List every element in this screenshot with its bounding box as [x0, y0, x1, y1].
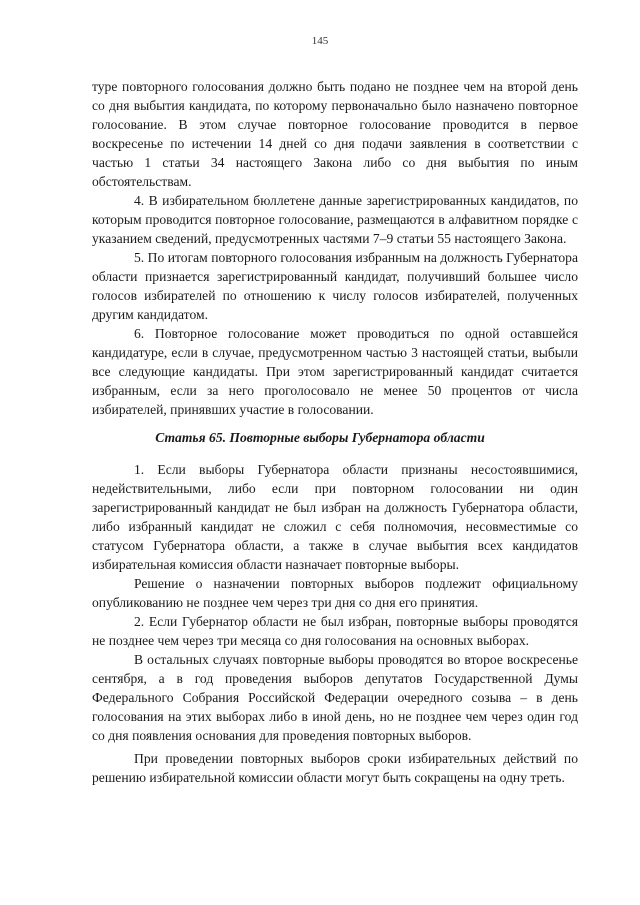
paragraph-item-6: 6. Повторное голосование может проводиться по одной оставшейся кандидатуре, если в случае, предусмотренном частью 3 настоящей статьи, выбыли все следующие кандидаты. При этом зарегистрированный кандидат считается избранным, если за него проголосовало не менее 50 процентов от числа избирателей, принявших участие в голосовании. [92, 326, 578, 417]
article-text [92, 460, 578, 787]
paragraph-item-4: 4. В избирательном бюллетене данные зарегистрированных кандидатов, по которым проводится повторное голосование, размещаются в алфавитном порядке с указанием сведений, предусмотренных частями 7–9 статьи 55 настоящего Закона. [92, 193, 578, 246]
article-paragraph-5: При проведении повторных выборов сроки избирательных действий по решению избирательной комиссии области могут быть сокращены на одну треть. [92, 751, 578, 785]
paragraph-item-5: 5. По итогам повторного голосования избранным на должность Губернатора области признается зарегистрированный кандидат, получивший большее число голосов избирателей по отношению к числу голосов избирателей, полученных другим кандидатом. [92, 250, 578, 322]
article-paragraph-2: Решение о назначении повторных выборов подлежит официальному опубликованию не позднее чем через три дня со дня его принятия. [92, 576, 578, 610]
section-top-text [92, 77, 578, 419]
article-paragraph-4: В остальных случаях повторные выборы проводятся во второе воскресенье сентября, а в год проведения выборов депутатов Государственной Думы Федерального Собрания Российской Федерации очередного созыва – в день голосования на этих выборах либо в иной день, но не позднее чем через один год со дня появления основания для проведения повторных выборов. [92, 652, 578, 743]
article-paragraph-3: 2. Если Губернатор области не был избран, повторные выборы проводятся не позднее чем через три месяца со дня голосования на основных выборах. [92, 614, 578, 648]
page-number: 145 [311, 35, 329, 47]
article-paragraph-1: 1. Если выборы Губернатора области признаны несостоявшимися, недействительными, либо если при повторном голосовании ни один зарегистрированный кандидат не был избран на должность Губернатора области, либо избранный кандидат не сложил с себя полномочия, несовместимые со статусом Губернатора области, а также в случае выбытия всех кандидатов избирательная комиссия области назначает повторные выборы. [92, 462, 578, 572]
paragraph-continuation: туре повторного голосования должно быть подано не позднее чем на второй день со дня выбытия кандидата, по которому первоначально было назначено повторное голосование. В этом случае повторное голосование проводится в первое воскресенье по истечении 14 дней со дня подачи заявления в соответствии с частью 1 статьи 34 настоящего Закона либо со дня выбытия по иным обстоятельствам. [92, 79, 578, 189]
article-heading: Статья 65. Повторные выборы Губернатора области [155, 430, 485, 445]
